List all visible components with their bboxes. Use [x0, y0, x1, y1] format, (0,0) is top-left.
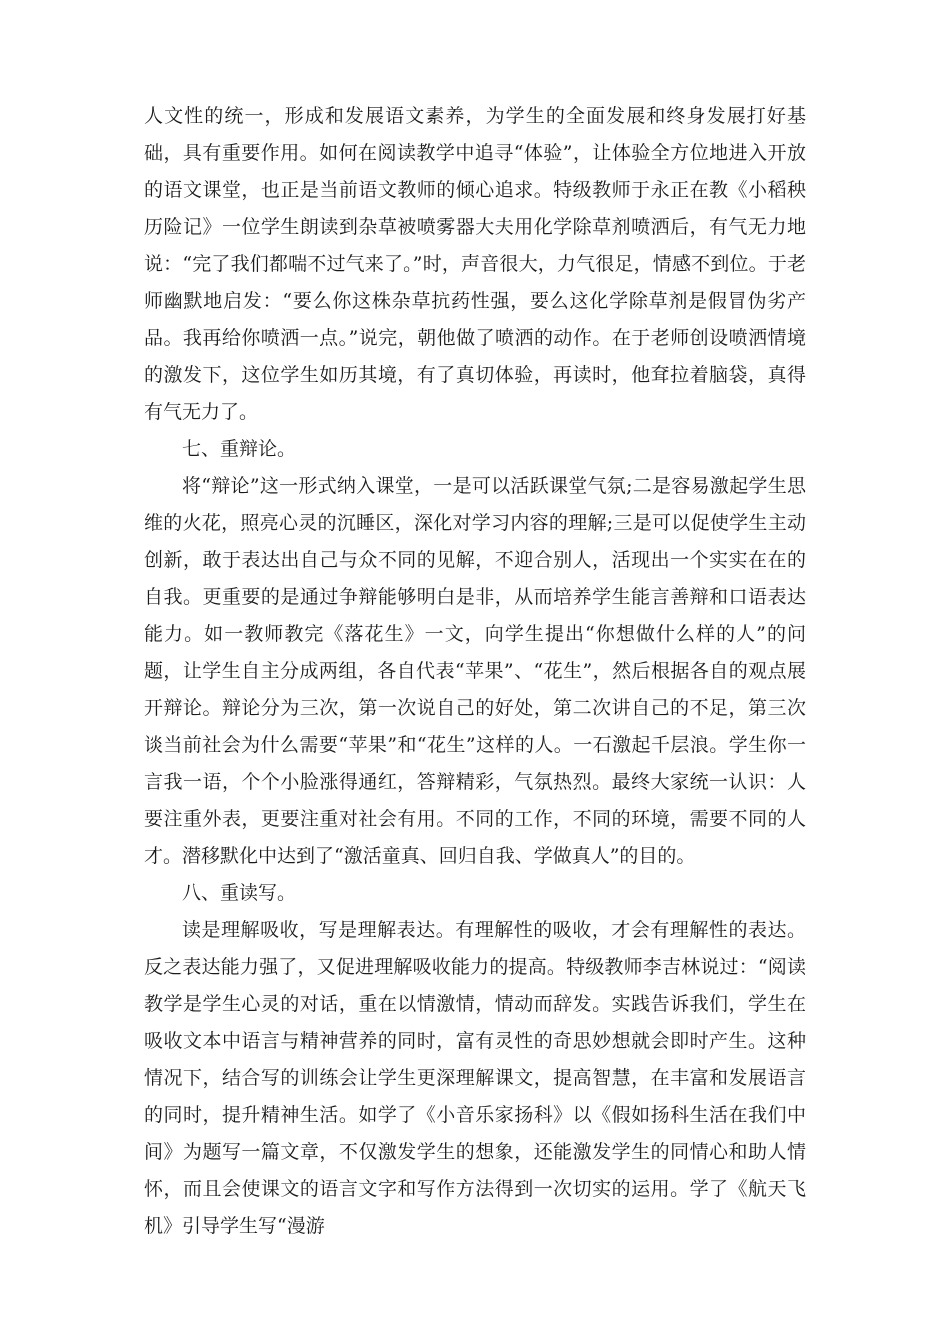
section-heading-debate: 七、重辩论。	[182, 438, 297, 460]
paragraph-continuation: 人文性的统一，形成和发展语文素养，为学生的全面发展和终身发展打好基础，具有重要作用。如何在阅读教学中追寻“体验”，让体验全方位地进入开放的语文课堂，也正是当前语文教师的倾心追求。特级教师于永正在教《小稻秧历险记》一位学生朗读到杂草被喷雾器大夫用化学除草剂喷洒后，有气无力地说：“完了我们都喘不过气来了。”时，声音很大，力气很足，情感不到位。于老师幽默地启发：“要么你这株杂草抗药性强，要么这化学除草剂是假冒伪劣产品。我再给你喷洒一点。”说完，朝他做了喷洒的动作。在于老师创设喷洒情境的激发下，这位学生如历其境，有了真切体验，再读时，他耷拉着脑袋，真得有气无力了。	[144, 105, 806, 423]
section-heading-read-write: 八、重读写。	[182, 882, 297, 904]
document-body	[144, 98, 806, 1245]
paragraph-read-write: 读是理解吸收，写是理解表达。有理解性的吸收，才会有理解性的表达。反之表达能力强了，又促进理解吸收能力的提高。特级教师李吉林说过：“阅读教学是学生心灵的对话，重在以情激情，情动而辞发。实践告诉我们，学生在吸收文本中语言与精神营养的同时，富有灵性的奇思妙想就会即时产生。这种情况下，结合写的训练会让学生更深理解课文，提高智慧，在丰富和发展语言的同时，提升精神生活。如学了《小音乐家扬科》以《假如扬科生活在我们中间》为题写一篇文章，不仅激发学生的想象，还能激发学生的同情心和助人情怀，而且会使课文的语言文字和写作方法得到一次切实的运用。学了《航天飞机》引导学生写“漫游	[144, 919, 806, 1237]
paragraph-debate: 将“辩论”这一形式纳入课堂，一是可以活跃课堂气氛;二是容易激起学生思维的火花，照亮心灵的沉睡区，深化对学习内容的理解;三是可以促使学生主动创新，敢于表达出自己与众不同的见解，不迎合别人，活现出一个实实在在的自我。更重要的是通过争辩能够明白是非，从而培养学生能言善辩和口语表达能力。如一教师教完《落花生》一文，向学生提出“你想做什么样的人”的问题，让学生自主分成两组，各自代表“苹果”、“花生”，然后根据各自的观点展开辩论。辩论分为三次，第一次说自己的好处，第二次讲自己的不足，第三次谈当前社会为什么需要“苹果”和“花生”这样的人。一石激起千层浪。学生你一言我一语，个个小脸涨得通红，答辩精彩，气氛热烈。最终大家统一认识：人要注重外表，更要注重对社会有用。不同的工作，不同的环境，需要不同的人才。潜移默化中达到了“激活童真、回归自我、学做真人”的目的。	[144, 475, 806, 867]
